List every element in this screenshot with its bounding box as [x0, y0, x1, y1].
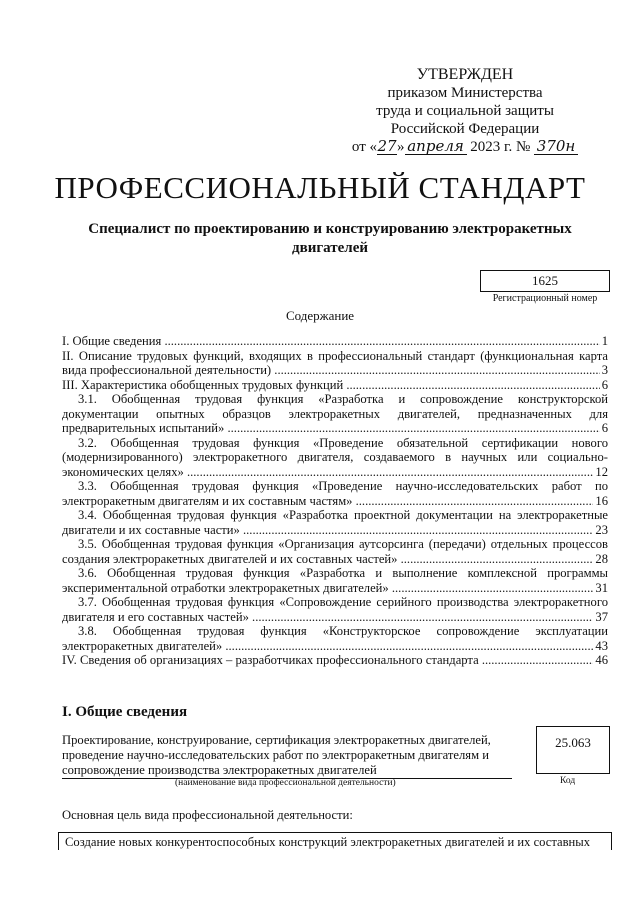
toc-entry-page: 16: [595, 493, 608, 508]
approval-line: Российской Федерации: [390, 121, 540, 137]
registration-number: 1625: [480, 270, 610, 292]
toc-entry-text: двигателя и его составных частей» .....: [62, 610, 593, 625]
toc-entry[interactable]: [62, 653, 608, 668]
toc-entry-text: двигатели и их составные части» .....: [62, 523, 593, 538]
toc-entry-page: 31: [595, 580, 608, 595]
toc-entry-page: 43: [595, 638, 608, 653]
toc-entry[interactable]: [62, 566, 608, 595]
toc-entry-text: 3.6. Обобщенная трудовая функция «Разработка и выполнение комплексной программы: [78, 566, 608, 580]
toc-entry-text: создания электроракетных двигателей и их составных частей» .....: [62, 552, 593, 567]
goal-label: Основная цель вида профессиональной деятельности:: [62, 808, 353, 822]
toc-entry-page: 6: [601, 421, 608, 435]
activity-area-line: сопровождение производства электроракетных двигателей: [62, 763, 512, 779]
toc-entry-text: 3.2. Обобщенная трудовая функция «Проведение обязательной сертификации нового: [78, 435, 608, 450]
approval-date-line: [330, 138, 600, 156]
approval-heading: УТВЕРЖДЕН: [416, 66, 514, 83]
section-heading: I. Общие сведения: [62, 704, 188, 720]
approval-number: 370н: [534, 138, 578, 155]
goal-text: Создание новых конкурентоспособных конструкций электроракетных двигателей и их составных: [58, 832, 612, 850]
toc-entry-text: электроракетным двигателям и их составным частям» .....: [62, 494, 593, 509]
table-of-contents: [62, 334, 608, 668]
toc-entry-text: 3.8. Обобщенная трудовая функция «Конструкторское сопровождение эксплуатации: [78, 624, 608, 638]
toc-entry-page: 23: [595, 522, 608, 537]
activity-code: 25.063: [536, 726, 610, 774]
date-close-quote: »: [397, 139, 405, 155]
toc-entry-page: 12: [595, 464, 608, 479]
approval-day: 27: [377, 137, 397, 155]
toc-entry-text: вида профессиональной деятельности) .....: [62, 363, 600, 378]
toc-entry-text: электроракетных двигателей» .....: [62, 639, 593, 654]
toc-entry-text: предварительных испытаний» .....: [62, 421, 600, 436]
toc-entry-text: IV. Сведения об организациях – разработчиках профессионального стандарта .....: [62, 653, 593, 668]
toc-entry[interactable]: [62, 349, 608, 378]
activity-area-line: проведение научно-исследовательских работ по электроракетным двигателям и: [62, 748, 489, 762]
approval-line: труда и социальной защиты: [376, 103, 554, 119]
approval-month: апреля: [405, 138, 467, 155]
toc-entry[interactable]: [62, 334, 608, 349]
toc-entry-text: III. Характеристика обобщенных трудовых функций .....: [62, 378, 600, 393]
toc-entry-text: 3.1. Обобщенная трудовая функция «Разработка и сопровождение конструкторской: [78, 392, 608, 406]
toc-entry[interactable]: [62, 436, 608, 480]
toc-entry-text: I. Общие сведения .....: [62, 334, 600, 349]
toc-entry-text: 3.4. Обобщенная трудовая функция «Разработка проектной документации на электроракетные: [78, 508, 608, 522]
approval-block: [330, 66, 600, 156]
activity-area: [62, 733, 512, 779]
toc-entry[interactable]: [62, 378, 608, 393]
date-prefix: от «: [351, 139, 378, 155]
toc-entry[interactable]: [62, 392, 608, 436]
toc-entry-text: экономических целях» .....: [62, 465, 593, 480]
toc-entry-page: 28: [595, 551, 608, 566]
registration-label: Регистрационный номер: [492, 293, 598, 304]
toc-entry-text: 3.3. Обобщенная трудовая функция «Проведение научно-исследовательских работ по: [78, 479, 608, 493]
approval-line: приказом Министерства: [387, 85, 543, 101]
document-subtitle: Специалист по проектированию и конструированию электроракетных двигателей: [88, 221, 572, 256]
approval-year: 2023 г. №: [470, 139, 531, 155]
toc-entry-text: 3.5. Обобщенная трудовая функция «Организация аутсорсинга (передачи) отдельных процессов: [78, 537, 608, 551]
toc-entry[interactable]: [62, 537, 608, 566]
toc-entry[interactable]: [62, 508, 608, 537]
toc-entry[interactable]: [62, 595, 608, 624]
toc-entry-text: документации опытных образцов электроракетных двигателей, предназначенных для: [62, 406, 608, 421]
activity-area-caption: (наименование вида профессиональной деятельности): [175, 778, 396, 788]
document-title: ПРОФЕССИОНАЛЬНЫЙ СТАНДАРТ: [54, 170, 586, 205]
toc-entry-text: 3.7. Обобщенная трудовая функция «Сопровождение серийного производства электроракетного: [78, 595, 608, 609]
toc-entry[interactable]: [62, 624, 608, 653]
toc-entry-text: (модернизированного) электроракетного двигателя, создаваемого в научных или социально-: [62, 450, 608, 464]
toc-entry-text: II. Описание трудовых функций, входящих в профессиональный стандарт (функциональная карта: [62, 348, 608, 363]
toc-title: Содержание: [285, 308, 355, 323]
toc-entry-text: экспериментальной отработки электроракетных двигателей» .....: [62, 581, 593, 596]
toc-entry-page: 37: [595, 609, 608, 624]
code-caption: Код: [560, 776, 576, 786]
toc-entry[interactable]: [62, 479, 608, 508]
toc-entry-page: 3: [601, 363, 608, 377]
toc-entry-page: 6: [601, 377, 608, 392]
toc-entry-page: 46: [595, 653, 608, 667]
toc-entry-page: 1: [601, 334, 608, 348]
activity-area-line: Проектирование, конструирование, сертификация электроракетных двигателей,: [62, 733, 491, 747]
